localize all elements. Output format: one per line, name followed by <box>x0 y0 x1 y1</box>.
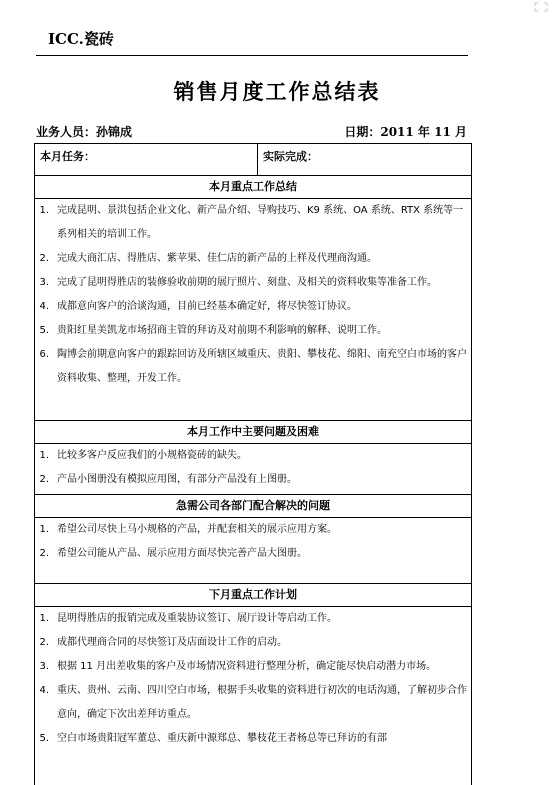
summary-table <box>34 143 472 785</box>
item-number: 3. <box>39 277 49 288</box>
list-item <box>35 542 471 566</box>
item-number: 1. <box>39 205 49 216</box>
header-divider <box>36 55 468 56</box>
item-number: 1. <box>39 613 49 624</box>
brand-name: ICC.瓷砖 <box>48 30 114 48</box>
section-main-problems <box>35 421 471 495</box>
item-number: 2. <box>39 253 49 264</box>
list-item <box>35 468 471 492</box>
section-next-month-plan <box>35 584 471 751</box>
page-title: 销售月度工作总结表 <box>173 79 381 104</box>
item-text: 根据 11 月出差收集的客户及市场情况资料进行整理分析，确定能尽快启动潜力市场。 <box>57 661 437 672</box>
item-number: 5. <box>39 733 49 744</box>
item-number: 2. <box>39 637 49 648</box>
list-item <box>35 518 471 542</box>
item-number: 5. <box>39 325 49 336</box>
item-text: 空白市场贵阳冠军董总、重庆新中源郑总、攀枝花王者杨总等已拜访的有部 <box>57 733 387 744</box>
item-text: 产品小图册没有模拟应用图，有部分产品没有上图册。 <box>57 474 297 485</box>
item-text: 成都意向客户的洽谈沟通，目前已经基本确定好，将尽快签订协议。 <box>57 301 357 312</box>
item-text: 完成了昆明得胜店的装修验收前期的展厅照片、刻盘、及相关的资料收集等准备工作。 <box>57 277 437 288</box>
list-item <box>35 727 471 751</box>
item-text: 希望公司能从产品、展示应用方面尽快完善产品大图册。 <box>57 548 307 559</box>
list-item <box>35 271 471 295</box>
section-title: 本月重点工作总结 <box>35 176 471 199</box>
item-text: 重庆、贵州、云南、四川空白市场，根据手头收集的资料进行初次的电话沟通，了解初步合作意向，确定下次出差拜访重点。 <box>57 685 467 720</box>
item-number: 1. <box>39 524 49 535</box>
list-item <box>35 655 471 679</box>
list-item <box>35 679 471 727</box>
section-key-work-summary <box>35 176 471 421</box>
meta-row <box>36 123 470 141</box>
month-task-cell: 本月任务： <box>35 144 258 175</box>
salesperson-label: 业务人员：孙锦成 <box>36 125 133 139</box>
item-text: 完成昆明、景洪包括企业文化、新产品介绍、导购技巧、K9 系统、OA 系统、RTX 系统等一系列相关的培训工作。 <box>57 205 464 240</box>
list-item <box>35 343 471 391</box>
list-item <box>35 247 471 271</box>
item-list <box>35 607 471 751</box>
item-text: 陶博会前期意向客户的跟踪回访及所辖区域重庆、贵阳、攀枝花、绵阳、南充空白市场的客户资料收集、整理，开发工作。 <box>57 349 467 384</box>
item-text: 完成大商汇店、得胜店、紫苹果、佳仁店的新产品的上样及代理商沟通。 <box>57 253 377 264</box>
section-title: 急需公司各部门配合解决的问题 <box>35 495 471 518</box>
list-item <box>35 444 471 468</box>
item-list <box>35 444 471 492</box>
item-list <box>35 518 471 566</box>
list-item <box>35 607 471 631</box>
list-item <box>35 319 471 343</box>
item-number: 2. <box>39 548 49 559</box>
actual-completion-cell: 实际完成： <box>263 150 318 163</box>
item-number: 4. <box>39 301 49 312</box>
item-number: 1. <box>39 450 49 461</box>
resize-handle-icon <box>534 2 548 12</box>
section-title: 本月工作中主要问题及困难 <box>35 421 471 444</box>
item-text: 昆明得胜店的报销完成及重装协议签订、展厅设计等启动工作。 <box>57 613 337 624</box>
item-text: 成都代理商合同的尽快签订及店面设计工作的启动。 <box>57 637 287 648</box>
item-list <box>35 199 471 391</box>
list-item <box>35 631 471 655</box>
list-item <box>35 199 471 247</box>
list-item <box>35 295 471 319</box>
date-label: 日期：2011 年 11 月 <box>344 125 467 139</box>
section-title: 下月重点工作计划 <box>35 584 471 607</box>
item-text: 希望公司尽快上马小规格的产品，并配套相关的展示应用方案。 <box>57 524 337 535</box>
item-number: 2. <box>39 474 49 485</box>
item-text: 比较多客户反应我们的小规格瓷砖的缺失。 <box>57 450 247 461</box>
item-number: 4. <box>39 685 49 696</box>
item-number: 6. <box>39 349 49 360</box>
section-department-support <box>35 495 471 584</box>
item-number: 3. <box>39 661 49 672</box>
task-row <box>35 144 471 176</box>
item-text: 贵阳红星美凯龙市场招商主管的拜访及对前期不利影响的解释、说明工作。 <box>57 325 387 336</box>
